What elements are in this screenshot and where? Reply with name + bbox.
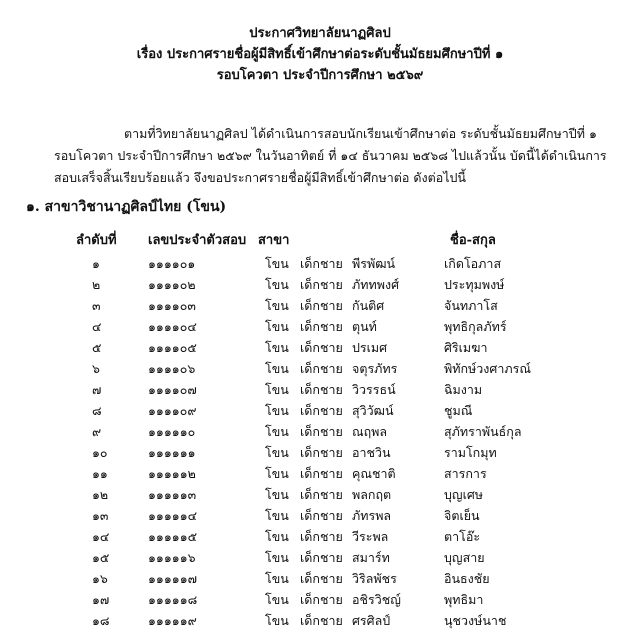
row-last-name: พุทธิกุลภัทร์ xyxy=(444,319,507,334)
row-first-name: กันติศ xyxy=(352,298,385,313)
intro-line-2: รอบโควตา ประจำปีการศึกษา ๒๕๖๙ ในวันอาทิตย์ ที่ ๑๔ ธันวาคม ๒๕๖๘ ไปแล้วนั้น บัดนี้ได้ดำเนินการ xyxy=(54,148,607,163)
row-branch: โขน xyxy=(265,424,289,439)
row-last-name: ศิริเมฆา xyxy=(444,340,488,355)
row-title: เด็กชาย xyxy=(300,487,343,502)
header-no: ลำดับที่ xyxy=(76,233,117,248)
row-exam-id: ๑๑๑๑๑๖ xyxy=(148,550,196,565)
row-branch: โขน xyxy=(265,571,289,586)
row-last-name: บุญเศษ xyxy=(444,487,484,502)
row-number: ๔ xyxy=(92,319,102,334)
row-exam-id: ๑๑๑๑๐๔ xyxy=(148,319,197,334)
table-row xyxy=(0,254,640,275)
row-first-name: จตุรภัทร xyxy=(352,361,398,376)
section-title: ๑. สาขาวิชานาฏศิลป์ไทย (โขน) xyxy=(26,199,227,215)
row-first-name: พีรพัฒน์ xyxy=(352,256,396,271)
row-branch: โขน xyxy=(265,550,289,565)
table-row xyxy=(0,611,640,632)
table-row xyxy=(0,590,640,611)
table-row xyxy=(0,464,640,485)
row-number: ๒ xyxy=(92,277,101,292)
row-number: ๓ xyxy=(92,298,101,313)
row-last-name: จันทภาโส xyxy=(444,298,498,313)
row-first-name: ศรศิลป์ xyxy=(352,613,391,628)
row-title: เด็กชาย xyxy=(300,382,343,397)
row-number: ๙ xyxy=(92,424,102,439)
announcement-round: รอบโควตา ประจำปีการศึกษา ๒๕๖๙ xyxy=(216,68,424,83)
table-row xyxy=(0,443,640,464)
row-number: ๑๖ xyxy=(92,571,108,586)
row-last-name: นุชวงษ์นาช xyxy=(444,613,507,628)
row-number: ๑๒ xyxy=(92,487,109,502)
row-number: ๗ xyxy=(92,382,102,397)
row-title: เด็กชาย xyxy=(300,403,343,418)
row-last-name: บุญสาย xyxy=(444,550,485,565)
row-number: ๑๐ xyxy=(92,445,108,460)
intro-line-1: ตามที่วิทยาลัยนาฏศิลป ได้ดำเนินการสอบนักเรียนเข้าศึกษาต่อ ระดับชั้นมัธยมศึกษาปีที่ ๑ xyxy=(124,126,597,141)
row-last-name: ประทุมพงษ์ xyxy=(444,277,505,292)
row-branch: โขน xyxy=(265,445,289,460)
row-branch: โขน xyxy=(265,277,289,292)
row-first-name: สมาร์ท xyxy=(352,550,390,565)
row-first-name: อาชวิน xyxy=(352,445,391,460)
row-title: เด็กชาย xyxy=(300,613,343,628)
row-first-name: สุวิวัฒน์ xyxy=(352,403,394,418)
row-number: ๑๔ xyxy=(92,529,110,544)
row-last-name: เกิดโอภาส xyxy=(444,256,502,271)
announcement-heading: ประกาศวิทยาลัยนาฏศิลป xyxy=(249,26,391,41)
row-title: เด็กชาย xyxy=(300,550,343,565)
row-last-name: พุทธิมา xyxy=(444,592,484,607)
row-branch: โขน xyxy=(265,361,289,376)
row-title: เด็กชาย xyxy=(300,592,343,607)
header-branch: สาขา xyxy=(258,233,290,248)
header-name: ชื่อ-สกุล xyxy=(450,233,496,248)
row-number: ๑๕ xyxy=(92,550,110,565)
row-exam-id: ๑๑๑๑๑๑ xyxy=(148,445,196,460)
row-exam-id: ๑๑๑๑๑๔ xyxy=(148,508,198,523)
announcement-subject: เรื่อง ประกาศรายชื่อผู้มีสิทธิ์เข้าศึกษาต่อระดับชั้นมัธยมศึกษาปีที่ ๑ xyxy=(136,47,504,62)
row-branch: โขน xyxy=(265,508,289,523)
row-first-name: วิวรรธน์ xyxy=(352,382,396,397)
row-first-name: วิริลพัชร xyxy=(352,571,397,586)
row-exam-id: ๑๑๑๑๑๓ xyxy=(148,487,197,502)
row-last-name: รามโกมุท xyxy=(444,445,497,460)
row-title: เด็กชาย xyxy=(300,508,343,523)
row-number: ๑๗ xyxy=(92,592,110,607)
table-row xyxy=(0,317,640,338)
row-exam-id: ๑๑๑๑๐๑ xyxy=(148,256,196,271)
row-last-name: สารการ xyxy=(444,466,487,481)
row-last-name: จิตเย็น xyxy=(444,508,480,523)
row-last-name: ชูมณี xyxy=(444,403,473,418)
row-last-name: อินธงชัย xyxy=(444,571,490,586)
row-number: ๑ xyxy=(92,256,100,271)
row-number: ๕ xyxy=(92,340,102,355)
row-exam-id: ๑๑๑๑๐๗ xyxy=(148,382,197,397)
row-exam-id: ๑๑๑๑๐๒ xyxy=(148,277,196,292)
row-exam-id: ๑๑๑๑๐๙ xyxy=(148,403,197,418)
row-last-name: สุภัทราพันธ์กุล xyxy=(444,424,522,439)
table-row xyxy=(0,359,640,380)
row-first-name: คุณชาติ xyxy=(352,466,396,481)
table-row xyxy=(0,338,640,359)
table-row xyxy=(0,275,640,296)
row-exam-id: ๑๑๑๑๑๙ xyxy=(148,613,197,628)
row-last-name: ตาโอ๊ะ xyxy=(444,529,481,544)
row-exam-id: ๑๑๑๑๐๓ xyxy=(148,298,196,313)
row-branch: โขน xyxy=(265,319,289,334)
row-number: ๑๓ xyxy=(92,508,109,523)
row-title: เด็กชาย xyxy=(300,571,343,586)
row-exam-id: ๑๑๑๑๑๕ xyxy=(148,529,198,544)
row-branch: โขน xyxy=(265,403,289,418)
row-exam-id: ๑๑๑๑๑๐ xyxy=(148,424,196,439)
table-row xyxy=(0,527,640,548)
table-row xyxy=(0,569,640,590)
row-branch: โขน xyxy=(265,613,289,628)
intro-line-3: สอบเสร็จสิ้นเรียบร้อยแล้ว จึงขอประกาศรายชื่อผู้มีสิทธิ์เข้าศึกษาต่อ ดังต่อไปนี้ xyxy=(54,170,466,185)
row-branch: โขน xyxy=(265,592,289,607)
row-last-name: ฉิมงาม xyxy=(444,382,483,397)
row-first-name: ปรเมศ xyxy=(352,340,388,355)
row-branch: โขน xyxy=(265,487,289,502)
row-number: ๑๘ xyxy=(92,613,110,628)
table-row xyxy=(0,422,640,443)
row-branch: โขน xyxy=(265,466,289,481)
row-title: เด็กชาย xyxy=(300,256,343,271)
header-exam-id: เลขประจำตัวสอบ xyxy=(148,233,247,248)
row-title: เด็กชาย xyxy=(300,361,343,376)
row-first-name: ณฤพล xyxy=(352,424,388,439)
row-title: เด็กชาย xyxy=(300,340,343,355)
row-branch: โขน xyxy=(265,529,289,544)
table-row xyxy=(0,380,640,401)
row-first-name: ตุนท์ xyxy=(352,319,377,334)
row-branch: โขน xyxy=(265,382,289,397)
row-exam-id: ๑๑๑๑๑๘ xyxy=(148,592,198,607)
row-exam-id: ๑๑๑๑๐๕ xyxy=(148,340,197,355)
table-row xyxy=(0,548,640,569)
row-first-name: ภัทรพล xyxy=(352,508,392,523)
row-first-name: พลกฤต xyxy=(352,487,392,502)
table-row xyxy=(0,485,640,506)
row-exam-id: ๑๑๑๑๑๒ xyxy=(148,466,196,481)
row-title: เด็กชาย xyxy=(300,529,343,544)
row-first-name: ภัททพงศ์ xyxy=(352,277,399,292)
row-first-name: วีระพล xyxy=(352,529,389,544)
row-number: ๑๑ xyxy=(92,466,108,481)
row-title: เด็กชาย xyxy=(300,277,343,292)
row-title: เด็กชาย xyxy=(300,466,343,481)
row-exam-id: ๑๑๑๑๐๖ xyxy=(148,361,196,376)
row-number: ๖ xyxy=(92,361,100,376)
row-number: ๘ xyxy=(92,403,102,418)
row-title: เด็กชาย xyxy=(300,445,343,460)
table-row xyxy=(0,296,640,317)
row-title: เด็กชาย xyxy=(300,424,343,439)
row-exam-id: ๑๑๑๑๑๗ xyxy=(148,571,198,586)
row-last-name: พิทักษ์วงศาภรณ์ xyxy=(444,361,531,376)
row-title: เด็กชาย xyxy=(300,319,343,334)
row-branch: โขน xyxy=(265,298,289,313)
row-branch: โขน xyxy=(265,340,289,355)
row-first-name: อชิรวิชญ์ xyxy=(352,592,401,607)
row-branch: โขน xyxy=(265,256,289,271)
table-row xyxy=(0,401,640,422)
row-title: เด็กชาย xyxy=(300,298,343,313)
table-row xyxy=(0,506,640,527)
